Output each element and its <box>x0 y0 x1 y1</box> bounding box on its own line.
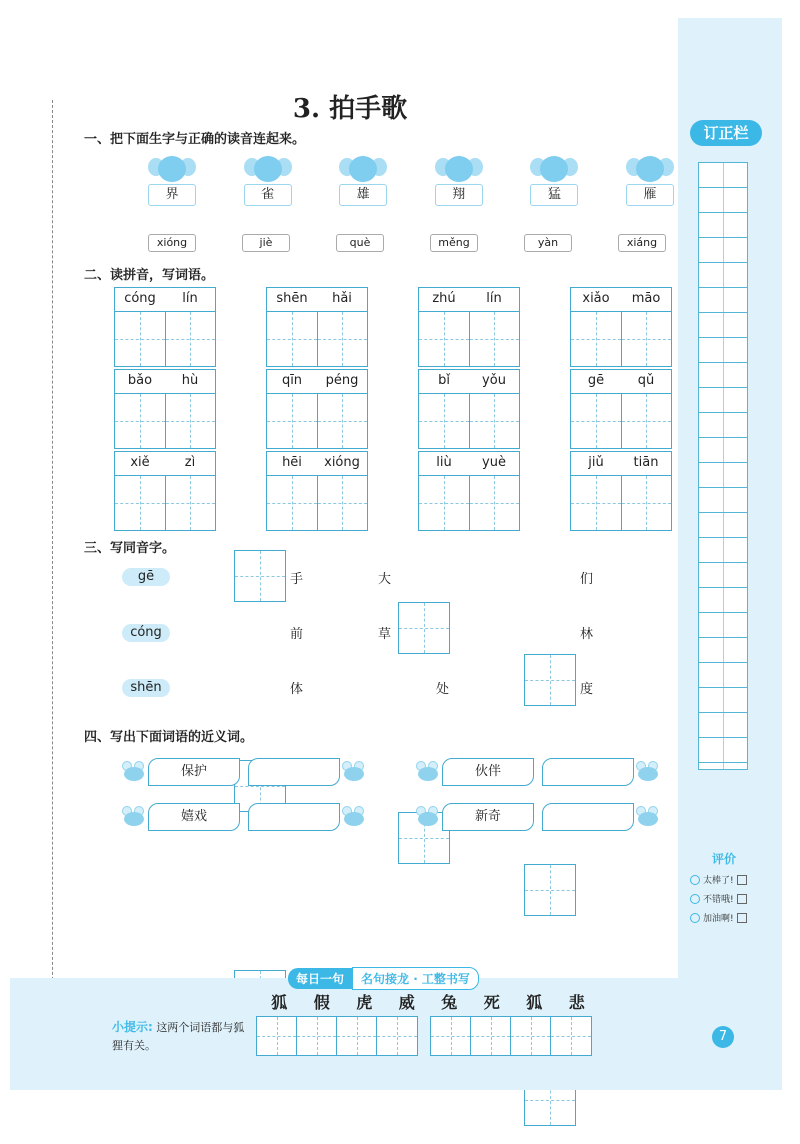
daily-header <box>288 968 479 988</box>
pinyin-row <box>148 234 666 252</box>
synonym-row <box>414 758 662 786</box>
word-char: 前 <box>290 627 304 642</box>
hint-text: 这两个词语都与狐狸有关。 <box>112 1021 245 1052</box>
pinyin-option[interactable]: xióng <box>148 234 196 252</box>
pinyin-pill: shēn <box>122 679 170 697</box>
synonym-word: 伙伴 <box>442 758 534 786</box>
checkbox[interactable] <box>737 894 747 904</box>
bee-icon <box>634 806 662 828</box>
answer-box[interactable] <box>398 602 450 654</box>
write-cell[interactable] <box>419 394 470 448</box>
idiom-char: 虎 <box>356 993 373 1012</box>
elephant-icon <box>337 154 389 184</box>
char-card[interactable] <box>433 154 485 206</box>
word-grid[interactable]: hēi xióng <box>266 451 368 531</box>
word-char: 度 <box>580 682 594 697</box>
word-char: 大 <box>378 572 392 587</box>
elephant-icon <box>433 154 485 184</box>
write-cell[interactable] <box>622 312 672 366</box>
write-cell[interactable] <box>511 1017 551 1055</box>
word-grid[interactable]: bǐ yǒu <box>418 369 520 449</box>
smile-icon <box>690 913 700 923</box>
elephant-icon <box>624 154 676 184</box>
bee-icon <box>120 806 148 828</box>
word-char: 体 <box>290 682 304 697</box>
write-cell[interactable] <box>115 476 166 530</box>
write-cell[interactable] <box>267 312 318 366</box>
write-cell[interactable] <box>318 476 368 530</box>
write-cell[interactable] <box>571 476 622 530</box>
correction-title: 订正栏 <box>690 120 762 146</box>
word-grid[interactable]: jiǔ tiān <box>570 451 672 531</box>
page-title: 3. 拍手歌 <box>292 94 408 124</box>
evaluation-panel <box>690 850 762 924</box>
page-number: 7 <box>712 1026 734 1048</box>
char-card[interactable] <box>242 154 294 206</box>
daily-subtitle: 名句接龙 · 工整书写 <box>352 967 479 990</box>
pinyin-option[interactable]: měng <box>430 234 478 252</box>
idiom-char: 威 <box>398 993 415 1012</box>
write-cell[interactable] <box>431 1017 471 1055</box>
word-grid-area <box>114 287 672 531</box>
word-char: 处 <box>436 682 450 697</box>
write-cell[interactable] <box>267 394 318 448</box>
write-cell[interactable] <box>470 394 520 448</box>
idiom-write-row <box>430 1016 592 1056</box>
char-label: 雄 <box>339 184 387 206</box>
correction-grid[interactable] <box>698 162 748 770</box>
write-cell[interactable] <box>166 394 216 448</box>
idiom-write-row <box>256 1016 418 1056</box>
write-cell[interactable] <box>571 394 622 448</box>
pinyin-pill: gē <box>122 568 170 586</box>
idiom-char: 兔 <box>441 993 458 1012</box>
idiom-char: 狐 <box>526 993 543 1012</box>
write-cell[interactable] <box>622 394 672 448</box>
write-cell[interactable] <box>622 476 672 530</box>
write-cell[interactable] <box>318 394 368 448</box>
pinyin-pill: cóng <box>122 624 170 642</box>
word-grid[interactable]: liù yuè <box>418 451 520 531</box>
write-cell[interactable] <box>267 476 318 530</box>
idiom-char: 死 <box>483 993 500 1012</box>
checkbox[interactable] <box>737 875 747 885</box>
section2-heading: 二、读拼音，写词语。 <box>84 268 215 283</box>
word-grid[interactable]: bǎo hù <box>114 369 216 449</box>
elephant-icon <box>528 154 580 184</box>
write-cell[interactable] <box>551 1017 591 1055</box>
char-label: 界 <box>148 184 196 206</box>
pinyin-option[interactable]: yàn <box>524 234 572 252</box>
evaluation-option[interactable]: 不错哦! <box>690 892 762 905</box>
evaluation-option[interactable]: 加油啊! <box>690 911 762 924</box>
write-cell[interactable] <box>297 1017 337 1055</box>
write-cell[interactable] <box>337 1017 377 1055</box>
evaluation-option[interactable]: 太棒了! <box>690 873 762 886</box>
write-cell[interactable] <box>471 1017 511 1055</box>
word-char: 林 <box>580 627 594 642</box>
synonym-answer[interactable] <box>542 758 634 786</box>
hint-label: 小提示: <box>112 1020 153 1034</box>
char-card[interactable] <box>528 154 580 206</box>
char-label: 猛 <box>530 184 578 206</box>
synonym-answer[interactable] <box>542 803 634 831</box>
write-cell[interactable] <box>419 312 470 366</box>
answer-box[interactable] <box>524 654 576 706</box>
answer-box[interactable] <box>234 550 286 602</box>
synonym-answer[interactable] <box>248 803 340 831</box>
char-label: 雁 <box>626 184 674 206</box>
elephant-icon <box>242 154 294 184</box>
write-cell[interactable] <box>166 312 216 366</box>
bee-icon <box>340 806 368 828</box>
bee-icon <box>120 761 148 783</box>
synonym-answer[interactable] <box>248 758 340 786</box>
idiom-char: 假 <box>313 993 330 1012</box>
idiom-char: 悲 <box>568 993 585 1012</box>
evaluation-title: 评价 <box>712 852 737 866</box>
word-grid[interactable]: xiě zì <box>114 451 216 531</box>
pinyin-option[interactable]: què <box>336 234 384 252</box>
word-grid[interactable]: qīn péng <box>266 369 368 449</box>
daily-tag: 每日一句 <box>288 968 352 989</box>
char-card[interactable] <box>146 154 198 206</box>
word-char: 们 <box>580 572 594 587</box>
idiom-char: 狐 <box>271 993 288 1012</box>
section1-heading: 一、把下面生字与正确的读音连起来。 <box>84 132 306 147</box>
char-card[interactable] <box>624 154 676 206</box>
word-grid[interactable]: shēn hǎi <box>266 287 368 367</box>
word-grid[interactable]: gē qǔ <box>570 369 672 449</box>
thumb-icon <box>690 875 700 885</box>
bee-icon <box>414 761 442 783</box>
write-cell[interactable] <box>470 476 520 530</box>
word-char: 手 <box>290 572 304 587</box>
write-cell[interactable] <box>377 1017 417 1055</box>
synonym-word: 新奇 <box>442 803 534 831</box>
idiom-chars <box>258 990 598 1013</box>
char-row <box>146 154 676 206</box>
char-card[interactable] <box>337 154 389 206</box>
synonym-word: 保护 <box>148 758 240 786</box>
cut-line <box>52 100 53 1030</box>
bee-icon <box>414 806 442 828</box>
bee-icon <box>340 761 368 783</box>
section4-heading: 四、写出下面词语的近义词。 <box>84 730 254 745</box>
char-label: 雀 <box>244 184 292 206</box>
write-cell[interactable] <box>470 312 520 366</box>
pinyin-option[interactable]: jiè <box>242 234 290 252</box>
char-label: 翔 <box>435 184 483 206</box>
write-cell[interactable] <box>318 312 368 366</box>
checkbox[interactable] <box>737 913 747 923</box>
synonym-row <box>414 803 662 831</box>
word-char: 草 <box>378 627 392 642</box>
word-grid[interactable]: xiǎo māo <box>570 287 672 367</box>
section3-heading: 三、写同音字。 <box>84 541 176 556</box>
write-cell[interactable] <box>166 476 216 530</box>
word-grid[interactable]: zhú lín <box>418 287 520 367</box>
synonym-row <box>120 758 368 786</box>
write-cell[interactable] <box>419 476 470 530</box>
write-cell[interactable] <box>571 312 622 366</box>
write-cell[interactable] <box>115 394 166 448</box>
hint <box>112 1018 252 1055</box>
bee-icon <box>634 761 662 783</box>
elephant-icon <box>146 154 198 184</box>
answer-box[interactable] <box>524 864 576 916</box>
write-cell[interactable] <box>257 1017 297 1055</box>
pinyin-option[interactable]: xiáng <box>618 234 666 252</box>
write-cell[interactable] <box>115 312 166 366</box>
flag-icon <box>690 894 700 904</box>
word-grid[interactable]: cóng lín <box>114 287 216 367</box>
synonym-word: 嬉戏 <box>148 803 240 831</box>
synonym-row <box>120 803 368 831</box>
